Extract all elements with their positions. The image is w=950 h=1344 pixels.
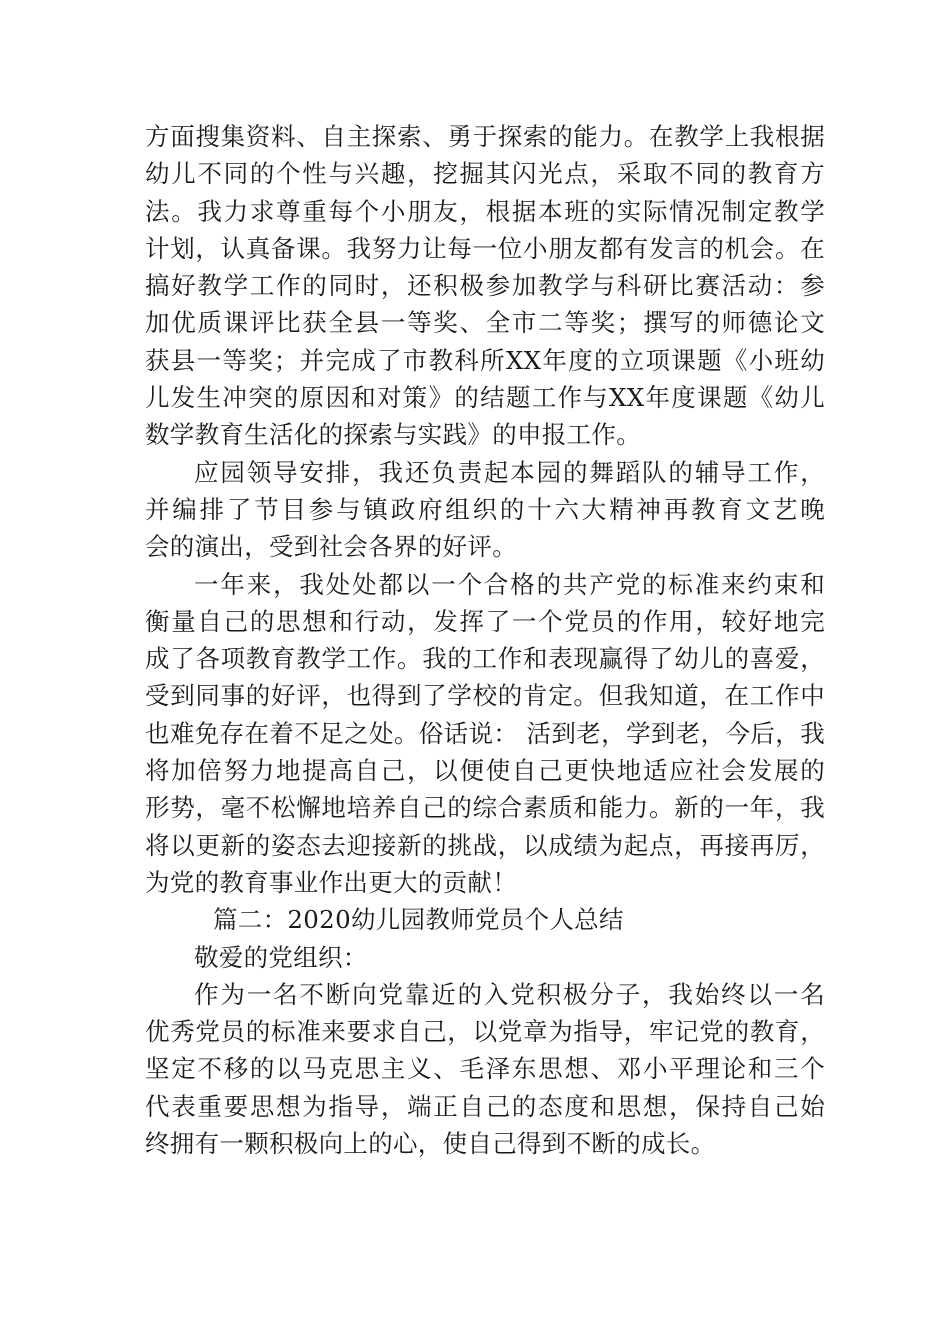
paragraph-2 [145,454,825,566]
section-heading: 篇二：2020幼儿园教师党员个人总结 [213,905,624,935]
paragraph-3 [145,566,825,902]
text-line: 形势，毫不松懈地培养自己的综合素质和能力。新的一年，我 [145,793,825,823]
text-line: 成了各项教育教学工作。我的工作和表现赢得了幼儿的喜爱， [145,644,825,674]
text-line: 儿发生冲突的原因和对策》的结题工作与XX年度课题《幼儿 [145,383,825,413]
text-line: 受到同事的好评，也得到了学校的肯定。但我知道，在工作中 [145,681,825,711]
text-line: 数学教育生活化的探索与实践》的申报工作。 [145,420,641,450]
text-line: 坚定不移的以马克思主义、毛泽东思想、邓小平理论和三个 [145,1054,825,1084]
text-line: 作为一名不断向党靠近的入党积极分子，我始终以一名 [194,979,825,1009]
text-line: 优秀党员的标准来要求自己，以党章为指导，牢记党的教育， [145,1017,825,1047]
text-line: 衡量自己的思想和行动，发挥了一个党员的作用，较好地完 [145,606,825,636]
text-line: 幼儿不同的个性与兴趣，挖掘其闪光点，采取不同的教育方 [145,159,825,189]
text-line: 法。我力求尊重每个小朋友，根据本班的实际情况制定教学 [145,196,825,226]
text-line: 获县一等奖；并完成了市教科所XX年度的立项课题《小班幼 [145,345,825,375]
text-line: 代表重要思想为指导，端正自己的态度和思想，保持自己始 [145,1091,825,1121]
text-line: 应园领导安排，我还负责起本园的舞蹈队的辅导工作， [194,457,825,487]
text-line: 将加倍努力地提高自己，以便使自己更快地适应社会发展的 [145,756,825,786]
text-line: 并编排了节目参与镇政府组织的十六大精神再教育文艺晚 [145,494,825,524]
paragraph-1 [145,118,825,454]
paragraph-4 [145,976,825,1162]
text-line: 会的演出，受到社会各界的好评。 [145,532,517,562]
text-line: 将以更新的姿态去迎接新的挑战，以成绩为起点，再接再厉， [145,830,825,860]
text-line: 一年来，我处处都以一个合格的共产党的标准来约束和 [194,569,825,599]
text-line: 搞好教学工作的同时，还积极参加教学与科研比赛活动：参 [145,271,825,301]
document-body [145,118,825,1162]
text-line: 终拥有一颗积极向上的心，使自己得到不断的成长。 [145,1129,716,1159]
text-line: 方面搜集资料、自主探索、勇于探索的能力。在教学上我根据 [145,122,825,151]
text-line: 加优质课评比获全县一等奖、全市二等奖；撰写的师德论文 [145,308,825,338]
text-line: 也难免存在着不足之处。俗话说： 活到老，学到老，今后，我 [145,718,825,748]
salutation: 敬爱的党组织： [194,942,368,972]
text-line: 计划，认真备课。我努力让每一位小朋友都有发言的机会。在 [145,233,825,263]
text-line: 为党的教育事业作出更大的贡献！ [145,867,517,897]
